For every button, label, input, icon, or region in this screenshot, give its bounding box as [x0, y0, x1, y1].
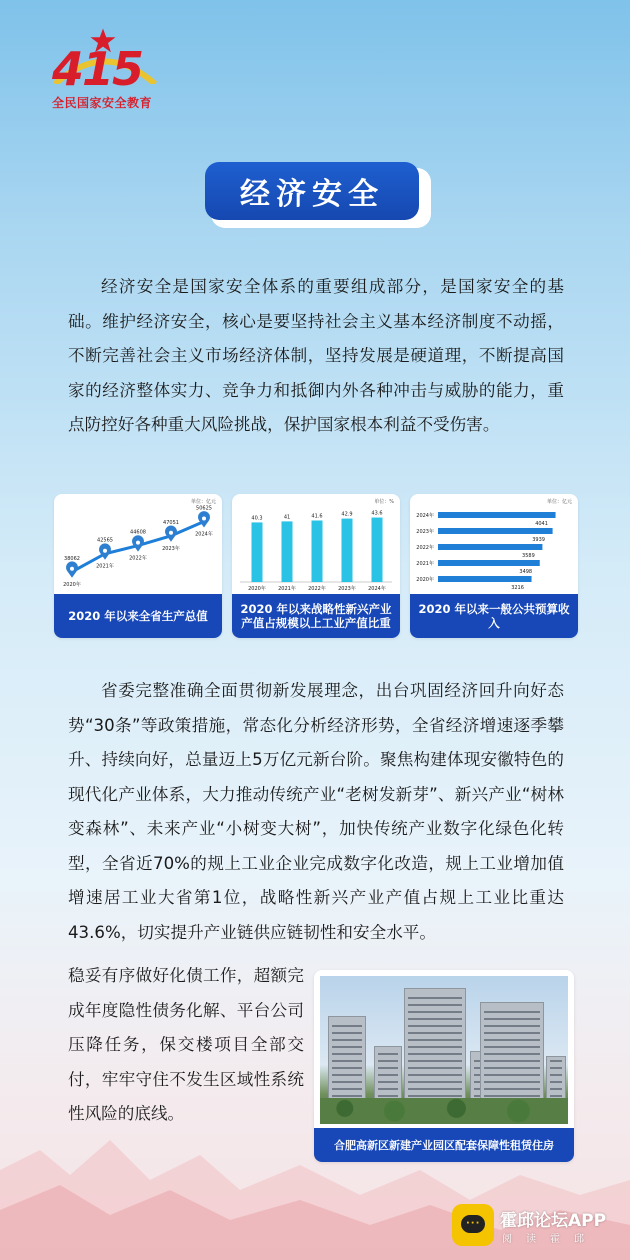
chart-card-gdp: [54, 494, 222, 638]
emerging-industry-bar: [282, 521, 293, 582]
gdp-point-dot: [70, 567, 74, 571]
budget-bar: [438, 512, 556, 518]
gdp-point-dot: [136, 541, 140, 545]
chart-unit: 单位：亿元: [546, 499, 572, 505]
gdp-value-label: 44608: [130, 529, 146, 536]
gdp-year-label: 2022年: [129, 555, 147, 562]
chart-caption: 2020 年以来战略性新兴产业产值占规模以上工业产值比重: [232, 594, 400, 638]
budget-value-label: 3216: [511, 585, 524, 591]
chart-unit: 单位：亿元: [190, 499, 216, 505]
gdp-value-label: 38062: [64, 555, 80, 562]
budget-year-label: 2020年: [416, 577, 434, 583]
emerging-industry-year-label: 2023年: [338, 586, 356, 592]
budget-year-label: 2022年: [416, 545, 434, 551]
emerging-industry-year-label: 2022年: [308, 586, 326, 592]
gdp-point-dot: [103, 549, 107, 553]
paragraph-debt: 稳妥有序做好化债工作，超额完成年度隐性债务化解、平台公司压降任务，保交楼项目全部交付，牢牢守住不发生区域性系统性风险的底线。: [68, 966, 304, 1123]
chart-caption: 2020 年以来全省生产总值: [54, 594, 222, 638]
budget-bar: [438, 560, 540, 566]
housing-photo: [320, 976, 568, 1124]
budget-value-label: 3589: [522, 553, 535, 559]
budget-year-label: 2023年: [416, 529, 434, 535]
chat-bubble-icon: ···: [452, 1204, 494, 1246]
budget-year-label: 2024年: [416, 513, 434, 519]
gdp-year-label: 2020年: [63, 581, 81, 588]
chart-card-emerging-industry: [232, 494, 400, 638]
section-title: [205, 162, 427, 226]
budget-bar: [438, 576, 532, 582]
emerging-industry-year-label: 2020年: [248, 586, 266, 592]
logo: [50, 32, 170, 112]
budget-value-label: 3939: [532, 537, 545, 543]
budget-bar: [438, 544, 542, 550]
emerging-industry-bar-chart: [232, 494, 400, 594]
budget-bar: [438, 528, 553, 534]
emerging-industry-bar: [372, 518, 383, 582]
gdp-value-label: 47051: [163, 519, 179, 526]
gdp-year-label: 2023年: [162, 545, 180, 552]
gdp-value-label: 50625: [196, 505, 212, 512]
emerging-industry-value-label: 41.6: [311, 513, 323, 520]
emerging-industry-value-label: 43.6: [371, 510, 383, 517]
chart-card-budget-revenue: [410, 494, 578, 638]
emerging-industry-year-label: 2021年: [278, 586, 296, 592]
gdp-year-label: 2024年: [195, 531, 213, 538]
emerging-industry-bar: [252, 522, 263, 582]
emerging-industry-bar: [312, 521, 323, 582]
gdp-year-label: 2021年: [96, 563, 114, 570]
logo-number: 415: [52, 42, 143, 96]
gdp-line-chart: [54, 494, 222, 594]
gdp-point-dot: [202, 517, 206, 521]
photo-card: [314, 970, 574, 1162]
emerging-industry-value-label: 41: [283, 514, 291, 521]
photo-caption: 合肥高新区新建产业园区配套保障性租赁住房: [314, 1128, 574, 1162]
budget-revenue-bar-chart: [410, 494, 578, 594]
title-text: 经济安全: [240, 177, 384, 212]
budget-value-label: 3498: [519, 569, 533, 575]
emerging-industry-value-label: 40.3: [251, 515, 263, 522]
budget-year-label: 2021年: [416, 561, 434, 567]
gdp-value-label: 42565: [97, 537, 113, 544]
paragraph-policy: 省委完整准确全面贯彻新发展理念，出台巩固经济回升向好态势“30条”等政策措施，常态化分析经济形势，全省经济增速逐季攀升、持续向好，总量迈上5万亿元新台阶。聚焦构建体现安徽特色的现代化产业体系，大力推动传统产业“老树发新芽”、新兴产业“树林变森林”、未来产业“小树变大树”，加快传统产业数字化绿色化转型，全省近70%的规上工业企业完成数字化改造，规上工业增加值增速居工业大省第1位，战略性新兴产业产值占规上工业比重达43.6%，切实提升产业链供应链韧性和安全水平。: [68, 681, 564, 942]
chart-unit: 单位：%: [374, 499, 394, 505]
emerging-industry-year-label: 2024年: [368, 586, 386, 592]
emerging-industry-bar: [342, 519, 353, 582]
paragraph-intro: 经济安全是国家安全体系的重要组成部分，是国家安全的基础。维护经济安全，核心是要坚持社会主义基本经济制度不动摇，不断完善社会主义市场经济体制，坚持发展是硬道理，不断提高国家的经济整体实力、竞争力和抵御内外各种冲击与威胁的能力，重点防控好各种重大风险挑战，保护国家根本利益不受伤害。: [68, 277, 564, 434]
gdp-point-dot: [169, 531, 173, 535]
budget-value-label: 4041: [535, 521, 548, 527]
logo-subtitle: 全民国家安全教育: [52, 96, 153, 110]
chart-caption: 2020 年以来一般公共预算收入: [410, 594, 578, 638]
watermark-title: 霍邱论坛APP: [500, 1211, 607, 1231]
emerging-industry-value-label: 42.9: [341, 511, 353, 518]
app-watermark: [452, 1204, 622, 1250]
watermark-subtitle: 阅读霍邱: [502, 1234, 598, 1245]
